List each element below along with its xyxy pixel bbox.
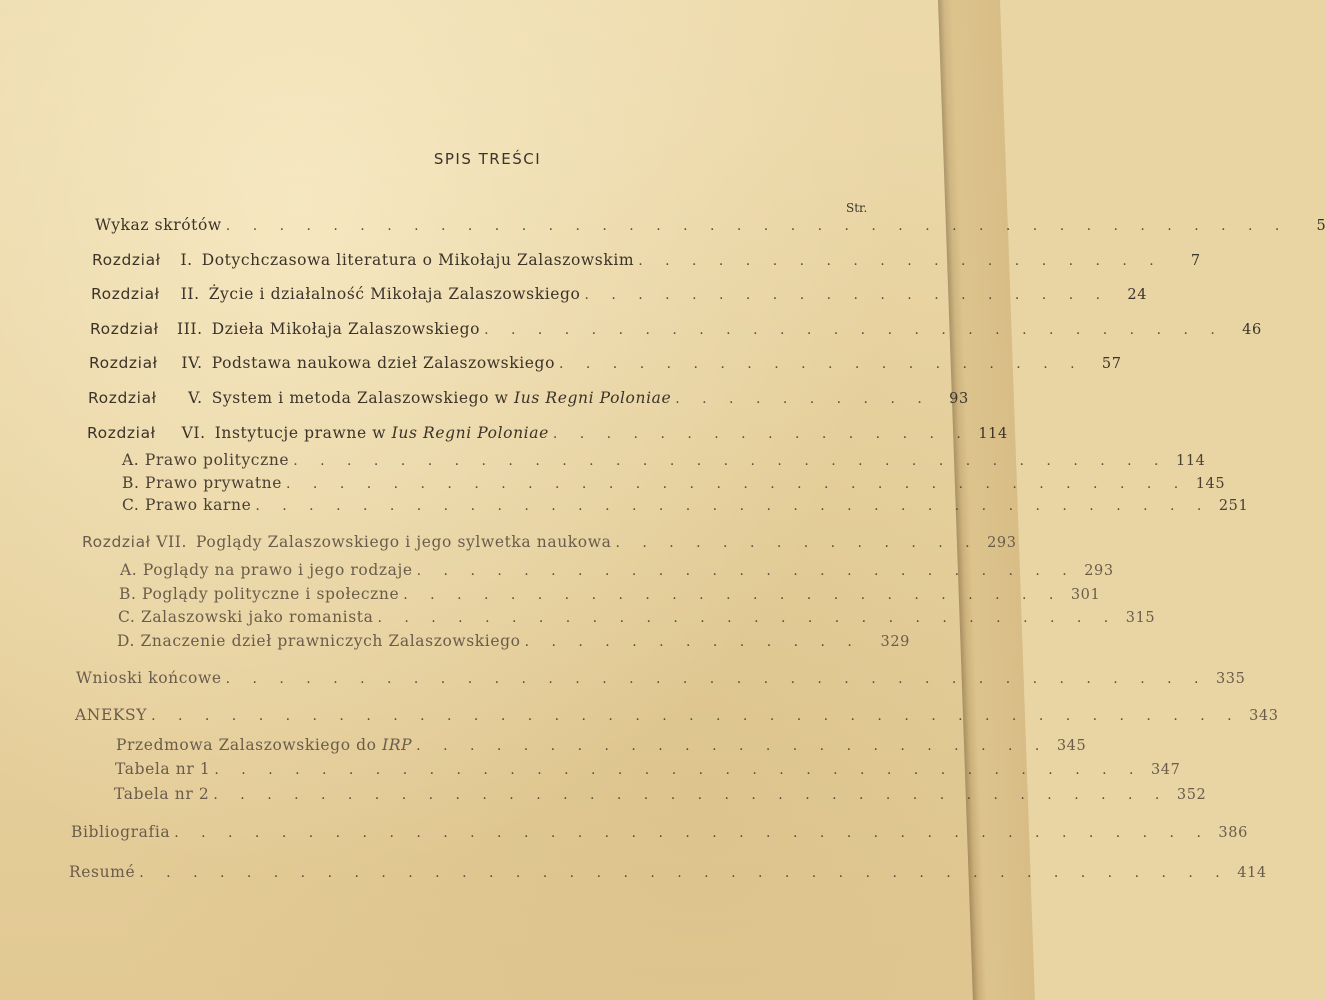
toc-entry-label: A. Prawo polityczne (122, 451, 290, 469)
toc-subentry-table-1 (115, 760, 1181, 784)
toc-entry-page: 347 (1150, 762, 1181, 778)
toc-entry-label: Tabela nr 2 (114, 785, 210, 803)
toc-entry-label: Przedmowa Zalaszowskiego do (116, 736, 377, 754)
toc-entry-page: 335 (1215, 671, 1246, 687)
toc-subentry-7a (120, 561, 1114, 585)
chapter-word: Rozdział (88, 389, 157, 407)
toc-entry-page: 57 (1101, 356, 1122, 372)
toc-entry-page: 345 (1056, 738, 1087, 754)
toc-entry-page: 293 (987, 535, 1017, 551)
toc-entry-label: Wykaz skrótów (95, 216, 222, 234)
chapter-word: Rozdział (91, 285, 160, 303)
toc-entry-page: 386 (1218, 825, 1248, 841)
page-title: SPIS TREŚCI (433, 150, 542, 168)
toc-entry-page: 5 (1316, 218, 1326, 234)
chapter-word: Rozdział (87, 424, 156, 442)
leader-dots: . . . . . . . . . . . . . . . . . . . . . . . . . . . . . . . . . . . . (213, 787, 1169, 803)
chapter-word: Rozdział (82, 533, 151, 551)
toc-subentry-7d (117, 632, 910, 656)
toc-entry-page: 414 (1237, 865, 1267, 881)
toc-entry-page: 24 (1127, 287, 1148, 303)
toc-entry-label: Bibliografia (71, 823, 171, 841)
toc-entry-label: C. Prawo karne (122, 496, 252, 514)
toc-entry-label: Podstawa naukowa dzieł Zalaszowskiego (211, 354, 555, 372)
toc-subentry-preface (116, 736, 1087, 760)
toc-entry-chapter-7 (82, 533, 1017, 557)
leader-dots: . . . . . . . . . . . . . . . . . . . . . . . . . . . . . . . . . . . . . (225, 671, 1208, 687)
leader-dots: . . . . . . . . . . . . . . . . . . . . . . . . . . . . . . . . . . . . . . . . . (139, 865, 1229, 881)
leader-dots: . . . . . . . . . . . . . . . . . . . . (584, 287, 1110, 303)
leader-dots: . . . . . . . . . . . . . . . . . . . . . . . . (416, 738, 1049, 754)
toc-subentry-table-2 (114, 785, 1207, 809)
toc-entry-label: ANEKSY (75, 706, 148, 724)
toc-entry-page: 329 (880, 634, 910, 650)
chapter-number: VI. (181, 424, 206, 442)
leader-dots: . . . . . . . . . . . . . . . . . . . . . . . . . . . . . . . . . (293, 453, 1168, 469)
toc-subentry-6a (122, 451, 1206, 475)
toc-entry-page: 145 (1195, 476, 1226, 492)
chapter-number: I. (180, 251, 193, 269)
toc-entry-conclusions (76, 669, 1246, 693)
toc-entry-italic-title: IRP (382, 736, 413, 754)
leader-dots: . . . . . . . . . . . . . (524, 634, 861, 650)
toc-entry-label: B. Prawo prywatne (122, 474, 283, 492)
leader-dots: . . . . . . . . . . . . . . . . . . . . . . . . . (403, 587, 1063, 603)
toc-entry-label: Wnioski końcowe (76, 669, 222, 687)
toc-entry-label: Resumé (69, 863, 136, 881)
leader-dots: . . . . . . . . . . . . . . . . . . . . . . . . . . . . . . . . . . . . . . . . (225, 218, 1289, 234)
toc-entry-page: 114 (1176, 453, 1206, 469)
leader-dots: . . . . . . . . . . . . . . . . . . . . (559, 356, 1084, 372)
toc-entry-page: 93 (949, 391, 969, 407)
toc-subentry-7b (119, 585, 1101, 609)
leader-dots: . . . . . . . . . . . . . . . . . . . . . . . . . . . . . . . . . . (286, 476, 1188, 492)
toc-entry-italic-title: Ius Regni Poloniae (391, 424, 549, 442)
toc-subentry-6b (122, 474, 1226, 498)
chapter-number: V. (188, 389, 203, 407)
toc-entry-label: Dotychczasowa literatura o Mikołaju Zalaszowskim (201, 251, 635, 269)
toc-entry-page: 114 (978, 426, 1008, 442)
toc-entry-bibliography (71, 823, 1248, 847)
toc-entry-chapter-3 (90, 320, 1262, 344)
toc-entry-label: A. Poglądy na prawo i jego rodzaje (120, 561, 413, 579)
toc-entry-label: Tabela nr 1 (115, 760, 211, 778)
toc-subentry-6c (122, 496, 1249, 520)
toc-entry-chapter-1 (92, 251, 1201, 275)
chapter-word: Rozdział (90, 320, 159, 338)
leader-dots: . . . . . . . . . . . . . . . . . . . . . . . . . . . . . . . . . . . . (255, 498, 1211, 514)
toc-entry-abbreviations (95, 216, 1326, 240)
toc-entry-page: 251 (1218, 498, 1249, 514)
toc-entry-label: Dzieła Mikołaja Zalaszowskiego (211, 320, 481, 338)
toc-entry-chapter-2 (91, 285, 1148, 309)
toc-entry-label: B. Poglądy polityczne i społeczne (119, 585, 400, 603)
leader-dots: . . . . . . . . . . . . . . . . . . . . . . . . . . . . (377, 610, 1118, 626)
page-column-label: Str. (846, 201, 868, 215)
leader-dots: . . . . . . . . . . . . . . . . (552, 426, 970, 442)
toc-entry-italic-title: Ius Regni Poloniae (514, 389, 672, 407)
toc-subentry-7c (118, 608, 1156, 632)
toc-entry-label: Życie i działalność Mikołaja Zalaszowskiego (208, 285, 581, 303)
chapter-number: VII. (156, 533, 187, 551)
toc-entry-label: D. Znaczenie dzieł prawniczych Zalaszowskiego (117, 632, 521, 650)
toc-entry-chapter-6 (87, 424, 1008, 448)
leader-dots: . . . . . . . . . . . . . . (615, 535, 979, 551)
leader-dots: . . . . . . . . . . . . . . . . . . . . . . . . . . . . . . . . . . . . . . . (174, 825, 1210, 841)
leader-dots: . . . . . . . . . . . . . . . . . . . . . . . . . (416, 563, 1076, 579)
toc-entry-label: Poglądy Zalaszowskiego i jego sylwetka naukowa (196, 533, 612, 551)
chapter-number: II. (180, 285, 200, 303)
leader-dots: . . . . . . . . . . . . . . . . . . . . (638, 253, 1163, 269)
toc-entry-label: C. Zalaszowski jako romanista (118, 608, 374, 626)
toc-entry-chapter-4 (89, 354, 1122, 378)
toc-entry-annexes (75, 706, 1279, 730)
toc-entry-page: 293 (1084, 563, 1114, 579)
toc-entry-page: 343 (1249, 708, 1279, 724)
chapter-number: III. (176, 320, 203, 338)
toc-entry-page: 46 (1242, 322, 1262, 338)
chapter-word: Rozdział (92, 251, 161, 269)
toc-entry-resume (69, 863, 1267, 887)
leader-dots: . . . . . . . . . . . . . . . . . . . . . . . . . . . . (484, 322, 1224, 338)
toc-entry-label: Instytucje prawne w (214, 424, 387, 442)
toc-entry-page: 301 (1070, 587, 1101, 603)
toc-entry-label: System i metoda Zalaszowskiego w (211, 389, 509, 407)
toc-entry-page: 7 (1190, 253, 1201, 269)
leader-dots: . . . . . . . . . . . . . . . . . . . . . . . . . . . . . . . . . . . (214, 762, 1143, 778)
toc-entry-page: 352 (1176, 787, 1207, 803)
leader-dots: . . . . . . . . . . (675, 391, 931, 407)
chapter-number: IV. (181, 354, 203, 372)
chapter-word: Rozdział (89, 354, 158, 372)
toc-entry-page: 315 (1125, 610, 1156, 626)
leader-dots: . . . . . . . . . . . . . . . . . . . . . . . . . . . . . . . . . . . . . . . . . (151, 708, 1241, 724)
toc-entry-chapter-5 (88, 389, 969, 413)
